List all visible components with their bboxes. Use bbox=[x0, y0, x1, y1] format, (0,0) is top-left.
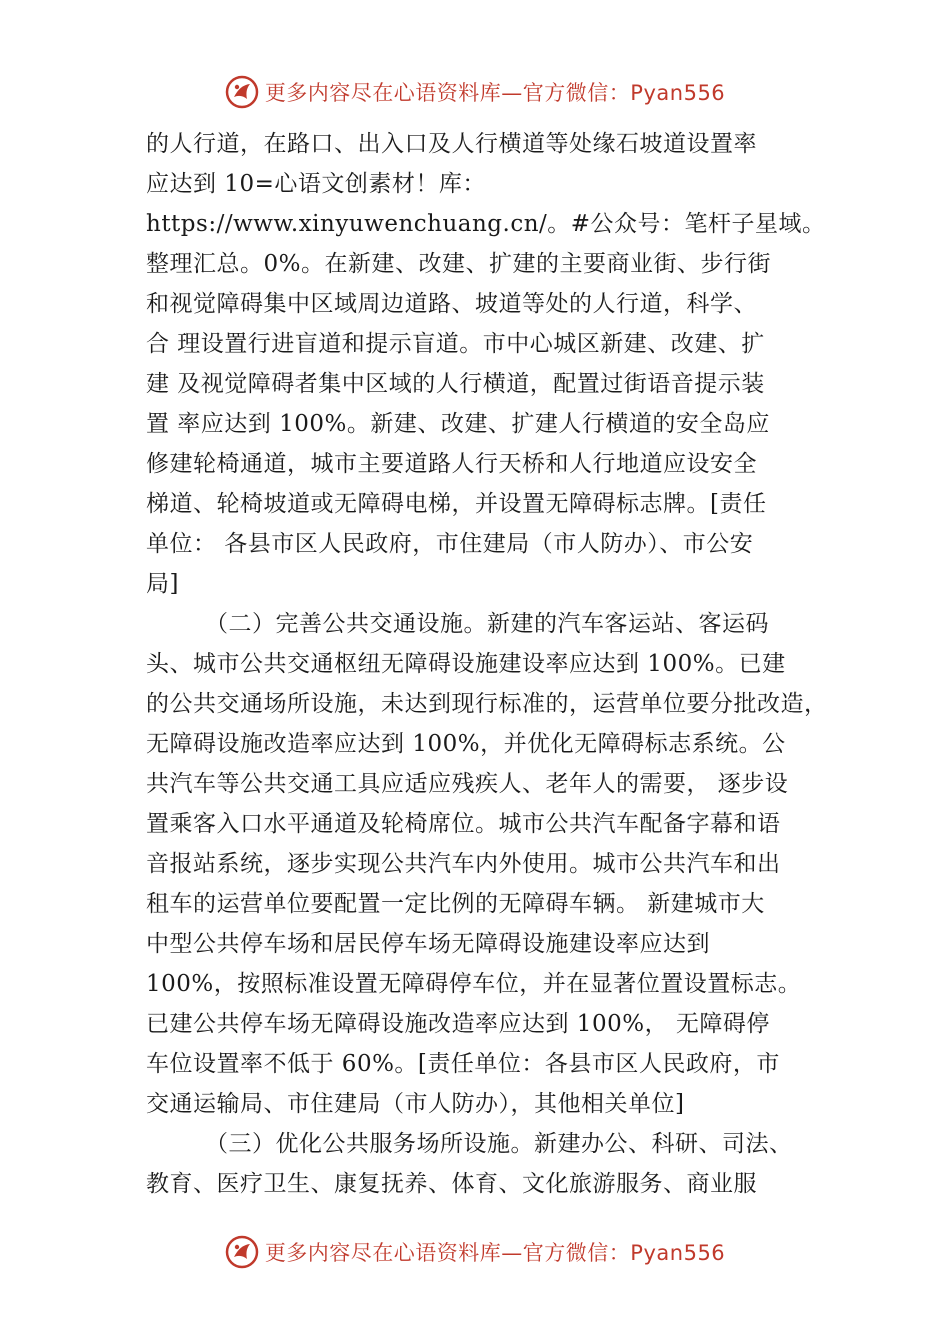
text-line: 建 及视觉障碍者集中区域的人行横道，配置过街语音提示装 bbox=[146, 371, 765, 397]
text-line: 交通运输局、市住建局（市人防办），其他相关单位] bbox=[146, 1091, 685, 1117]
text-line: 整理汇总。0%。在新建、改建、扩建的主要商业街、步行街 bbox=[146, 251, 771, 277]
text-line: 置乘客入口水平通道及轮椅席位。城市公共汽车配备字幕和语 bbox=[146, 811, 781, 837]
text-line: 无障碍设施改造率应达到 100%，并优化无障碍标志系统。公 bbox=[146, 731, 786, 757]
text-line: https://www.xinyuwenchuang.cn/。#公众号：笔杆子星域。 bbox=[146, 211, 826, 237]
header-banner-text: 更多内容尽在心语资料库—官方微信：Pyan556 bbox=[264, 81, 726, 105]
text-line: 单位： 各县市区人民政府，市住建局（市人防办）、市公安 bbox=[146, 531, 754, 557]
text-line: 和视觉障碍集中区域周边道路、坡道等处的人行道，科学、 bbox=[146, 291, 757, 317]
text-line: 已建公共停车场无障碍设施改造率应达到 100%， 无障碍停 bbox=[146, 1011, 770, 1037]
header-banner bbox=[0, 72, 950, 112]
footer-banner-text: 更多内容尽在心语资料库—官方微信：Pyan556 bbox=[264, 1241, 726, 1265]
text-line: 100%，按照标准设置无障碍停车位，并在显著位置设置标志。 bbox=[146, 971, 802, 997]
text-line: 共汽车等公共交通工具应适应残疾人、老年人的需要， 逐步设 bbox=[146, 771, 789, 797]
text-line: 头、城市公共交通枢纽无障碍设施建设率应达到 100%。已建 bbox=[146, 651, 786, 677]
text-line: 局] bbox=[146, 571, 179, 597]
text-line: 的公共交通场所设施，未达到现行标准的，运营单位要分批改造， bbox=[146, 691, 828, 717]
seal-logo-icon bbox=[225, 1235, 259, 1269]
text-line: 梯道、轮椅坡道或无障碍电梯，并设置无障碍标志牌。[责任 bbox=[146, 491, 767, 517]
text-line: 修建轮椅通道，城市主要道路人行天桥和人行地道应设安全 bbox=[146, 451, 757, 477]
text-line: 合 理设置行进盲道和提示盲道。市中心城区新建、改建、扩 bbox=[146, 331, 765, 357]
text-line: 音报站系统，逐步实现公共汽车内外使用。城市公共汽车和出 bbox=[146, 851, 781, 877]
text-line: 置 率应达到 100%。新建、改建、扩建人行横道的安全岛应 bbox=[146, 411, 770, 437]
seal-logo-icon bbox=[225, 75, 259, 109]
text-line: 中型公共停车场和居民停车场无障碍设施建设率应达到 bbox=[146, 931, 710, 957]
text-line: 车位设置率不低于 60%。[责任单位：各县市区人民政府，市 bbox=[146, 1051, 780, 1077]
text-line: 的人行道，在路口、出入口及人行横道等处缘石坡道设置率 bbox=[146, 131, 757, 157]
text-line: 教育、医疗卫生、康复抚养、体育、文化旅游服务、商业服 bbox=[146, 1171, 757, 1197]
text-line: 应达到 10=心语文创素材！库： bbox=[146, 171, 486, 197]
footer-banner bbox=[0, 1232, 950, 1272]
section-heading-line: （二）完善公共交通设施。新建的汽车客运站、客运码 bbox=[205, 611, 769, 637]
text-line: 租车的运营单位要配置一定比例的无障碍车辆。 新建城市大 bbox=[146, 891, 765, 917]
section-heading-line: （三）优化公共服务场所设施。新建办公、科研、司法、 bbox=[205, 1131, 793, 1157]
